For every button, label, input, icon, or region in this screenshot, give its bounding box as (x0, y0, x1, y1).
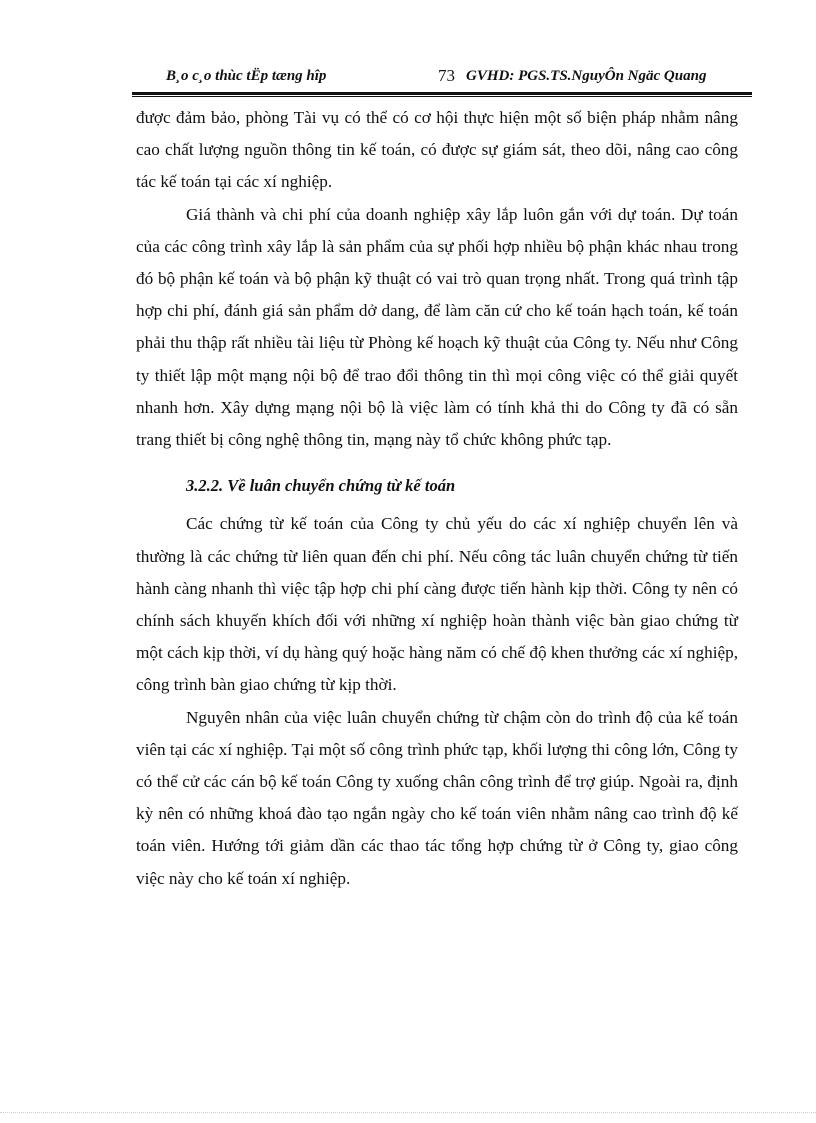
page-header (132, 66, 752, 90)
header-supervisor: GVHD: PGS.TS.NguyÔn Ngäc Quang (466, 68, 707, 84)
paragraph-causes: Nguyên nhân của việc luân chuyển chứng từ chậm còn do trình độ của kế toán viên tại các xí nghiệp. Tại một số công trình phức tạp, khối lượng thi công lớn, Công ty có thể cử các cán bộ kế toán Công ty xuống chân công trình để trợ giúp. Ngoài ra, định kỳ nên có những khoá đào tạo ngắn ngày cho kế toán viên nhằm nâng cao trình độ kế toán viên. Hướng tới giảm dần các thao tác tổng hợp chứng từ ở Công ty, giao công việc này cho kế toán xí nghiệp. (136, 707, 738, 888)
body-text (136, 102, 738, 895)
header-report-title: B¸o c¸o thùc tËp tæng hîp (166, 68, 327, 84)
paragraph-document-flow: Các chứng từ kế toán của Công ty chủ yếu do các xí nghiệp chuyển lên và thường là các chứng từ liên quan đến chi phí. Nếu công tác luân chuyển chứng từ tiến hành càng nhanh thì việc tập hợp chi phí càng được tiến hành kịp thời. Công ty nên có chính sách khuyến khích đối với những xí nghiệp hoàn thành việc bàn giao chứng từ một cách kịp thời, ví dụ hàng quý hoặc hàng năm có chế độ khen thưởng các xí nghiệp, công trình bàn giao chứng từ kịp thời. (136, 514, 738, 695)
header-page-number: 73 (438, 66, 455, 85)
section-heading: 3.2.2. Về luân chuyển chứng từ kế toán (186, 476, 456, 496)
paragraph-continued: được đảm bảo, phòng Tài vụ có thể có cơ hội thực hiện một số biện pháp nhằm nâng cao chất lượng nguồn thông tin kế toán, có được sự giám sát, theo dõi, nâng cao công tác kế toán tại các xí nghiệp. (136, 108, 738, 192)
header-rule-thin (132, 96, 752, 97)
header-rule-thick (132, 92, 752, 95)
paragraph-cost-estimates: Giá thành và chi phí của doanh nghiệp xây lắp luôn gắn với dự toán. Dự toán của các công trình xây lắp là sản phẩm của sự phối hợp nhiều bộ phận khác nhau trong đó bộ phận kế toán và bộ phận kỹ thuật có vai trò quan trọng nhất. Trong quá trình tập hợp chi phí, đánh giá sản phẩm dở dang, để làm căn cứ cho kế toán hạch toán, kế toán phải thu thập rất nhiều tài liệu từ Phòng kế hoạch kỹ thuật của Công ty. Nếu như Công ty thiết lập một mạng nội bộ để trao đổi thông tin thì mọi công việc có thể giải quyết nhanh hơn. Xây dựng mạng nội bộ là việc làm có tính khả thi do Công ty đã có sẵn trang thiết bị công nghệ thông tin, mạng này tổ chức không phức tạp. (136, 204, 738, 450)
footer-dotted-rule (0, 1112, 816, 1113)
